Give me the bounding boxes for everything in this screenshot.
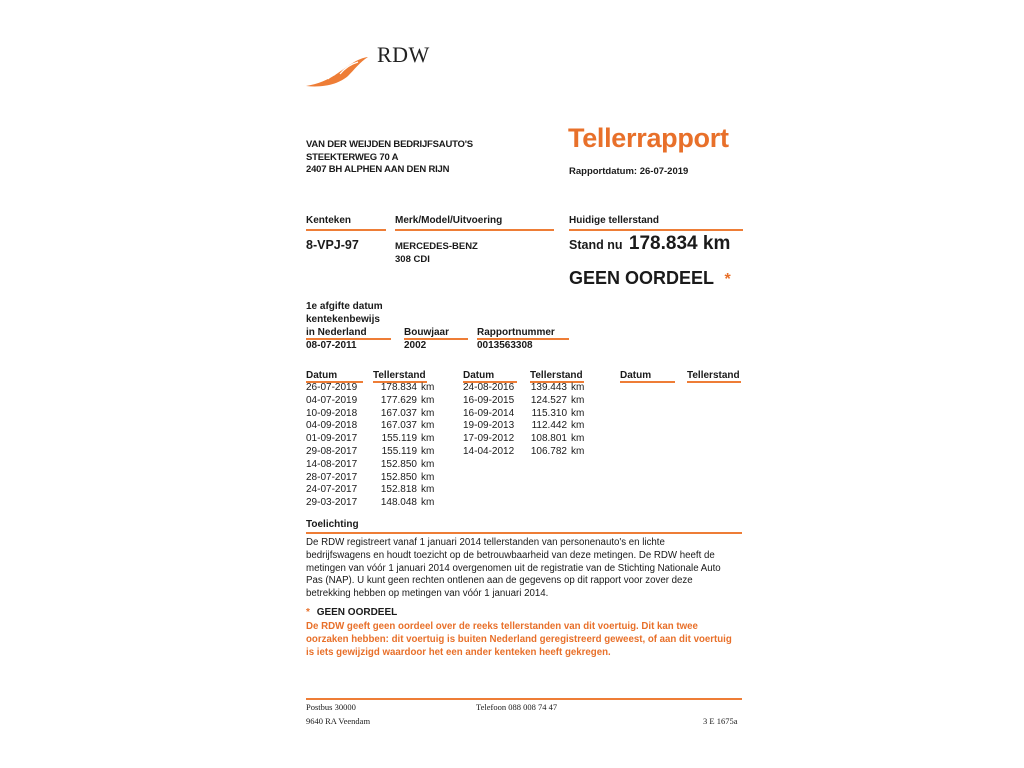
note-heading <box>306 607 397 620</box>
recipient-address <box>306 139 473 177</box>
verdict-asterisk: * <box>724 271 731 288</box>
reading-row: 01-09-2017 155.119 km <box>306 433 435 445</box>
plate-value: 8-VPJ-97 <box>306 238 359 252</box>
current-reading-rule <box>569 229 743 231</box>
col2-reading-header: Tellerstand <box>530 370 583 381</box>
model-label-rule <box>395 229 554 231</box>
stand-value: 178.834 km <box>628 233 731 254</box>
readings-col1 <box>306 382 456 510</box>
vehicle-model: 308 CDI <box>395 254 430 265</box>
explanation-heading: Toelichting <box>306 519 359 530</box>
col3-reading-header: Tellerstand <box>687 370 740 381</box>
explanation-rule <box>306 532 742 534</box>
explanation-text: De RDW registreert vanaf 1 januari 2014 tellerstanden van personenauto's en lichte bedrijfswagens en houdt toezicht op de betrouwbaarheid van deze metingen. De RDW heeft de metingen van vóór 1 januari 2014 overgenomen uit de registratie van de Stichting Nationale Auto Pas (NAP). U kunt geen rechten ontlenen aan de gegevens op dit rapport voor zover deze betrekking hebben op metingen van vóór 1 januari 2014. <box>306 537 721 600</box>
reading-row: 29-03-2017 148.048 km <box>306 497 435 509</box>
reading-row: 29-08-2017 155.119 km <box>306 445 435 457</box>
reading-row: 19-09-2013 112.442 km <box>463 420 585 432</box>
rdw-logo <box>304 40 444 92</box>
build-year-value: 2002 <box>404 340 427 351</box>
first-date-value: 08-07-2011 <box>306 340 357 351</box>
plate-label-rule <box>306 229 386 231</box>
note-asterisk: * <box>306 607 310 618</box>
reading-row: 04-07-2019 177.629 km <box>306 394 435 406</box>
note-title: GEEN OORDEEL <box>316 607 398 618</box>
address-line-2: STEEKTERWEG 70 A <box>306 151 399 163</box>
current-reading <box>569 233 730 255</box>
verdict-text: GEEN OORDEEL <box>569 268 715 288</box>
reading-row: 28-07-2017 152.850 km <box>306 471 435 483</box>
rdw-logo-text: RDW <box>377 42 430 67</box>
current-reading-label: Huidige tellerstand <box>569 215 660 226</box>
stand-prefix: Stand nu <box>569 238 623 252</box>
verdict <box>569 268 731 289</box>
footer-rule <box>306 698 742 700</box>
readings-col2 <box>463 382 613 459</box>
rdw-wing-icon <box>304 40 372 92</box>
reading-row: 26-07-2019 178.834 km <box>306 382 435 393</box>
address-line-3: 2407 BH ALPHEN AAN DEN RIJN <box>306 164 450 175</box>
report-title: Tellerrapport <box>568 123 729 153</box>
col3-date-rule <box>620 381 675 383</box>
plate-label: Kenteken <box>306 215 352 226</box>
vehicle-make: MERCEDES-BENZ <box>395 241 478 252</box>
reading-row: 24-07-2017 152.818 km <box>306 484 435 496</box>
first-date-label: 1e afgifte datum kentekenbewijs in Nederland <box>306 301 383 338</box>
report-date: Rapportdatum: 26-07-2019 <box>569 166 689 177</box>
note-text: De RDW geeft geen oordeel over de reeks tellerstanden van dit voertuig. Dit kan twee oorzaken hebben: dit voertuig is buiten Nederland geregistreerd geweest, of aan dit voertuig is iets gewijzigd waardoor het een ander kenteken heeft gekregen. <box>306 621 732 658</box>
reading-row: 16-09-2014 115.310 km <box>463 407 585 419</box>
reading-row: 14-04-2012 106.782 km <box>463 445 585 457</box>
report-nr-value: 0013563308 <box>477 340 533 351</box>
reading-row: 16-09-2015 124.527 km <box>463 394 585 406</box>
reading-row: 14-08-2017 152.850 km <box>306 458 435 470</box>
model-label: Merk/Model/Uitvoering <box>395 215 503 226</box>
reading-row: 04-09-2018 167.037 km <box>306 420 435 432</box>
report-nr-label: Rapportnummer <box>477 327 555 338</box>
col1-date-header: Datum <box>306 370 338 381</box>
reading-row: 10-09-2018 167.037 km <box>306 407 435 419</box>
col3-reading-rule <box>687 381 741 383</box>
reading-row: 24-08-2016 139.443 km <box>463 382 585 393</box>
footer-code: 3 E 1675a <box>703 716 738 726</box>
footer-postbus: Postbus 30000 <box>306 702 356 712</box>
build-year-label: Bouwjaar <box>404 327 450 338</box>
footer-city: 9640 RA Veendam <box>306 716 371 726</box>
col2-date-header: Datum <box>463 370 495 381</box>
col3-date-header: Datum <box>620 370 652 381</box>
reading-row: 17-09-2012 108.801 km <box>463 433 585 445</box>
address-line-1: VAN DER WEIJDEN BEDRIJFSAUTO'S <box>306 139 473 150</box>
footer-phone: Telefoon 088 008 74 47 <box>476 702 558 712</box>
col1-reading-header: Tellerstand <box>373 370 426 381</box>
